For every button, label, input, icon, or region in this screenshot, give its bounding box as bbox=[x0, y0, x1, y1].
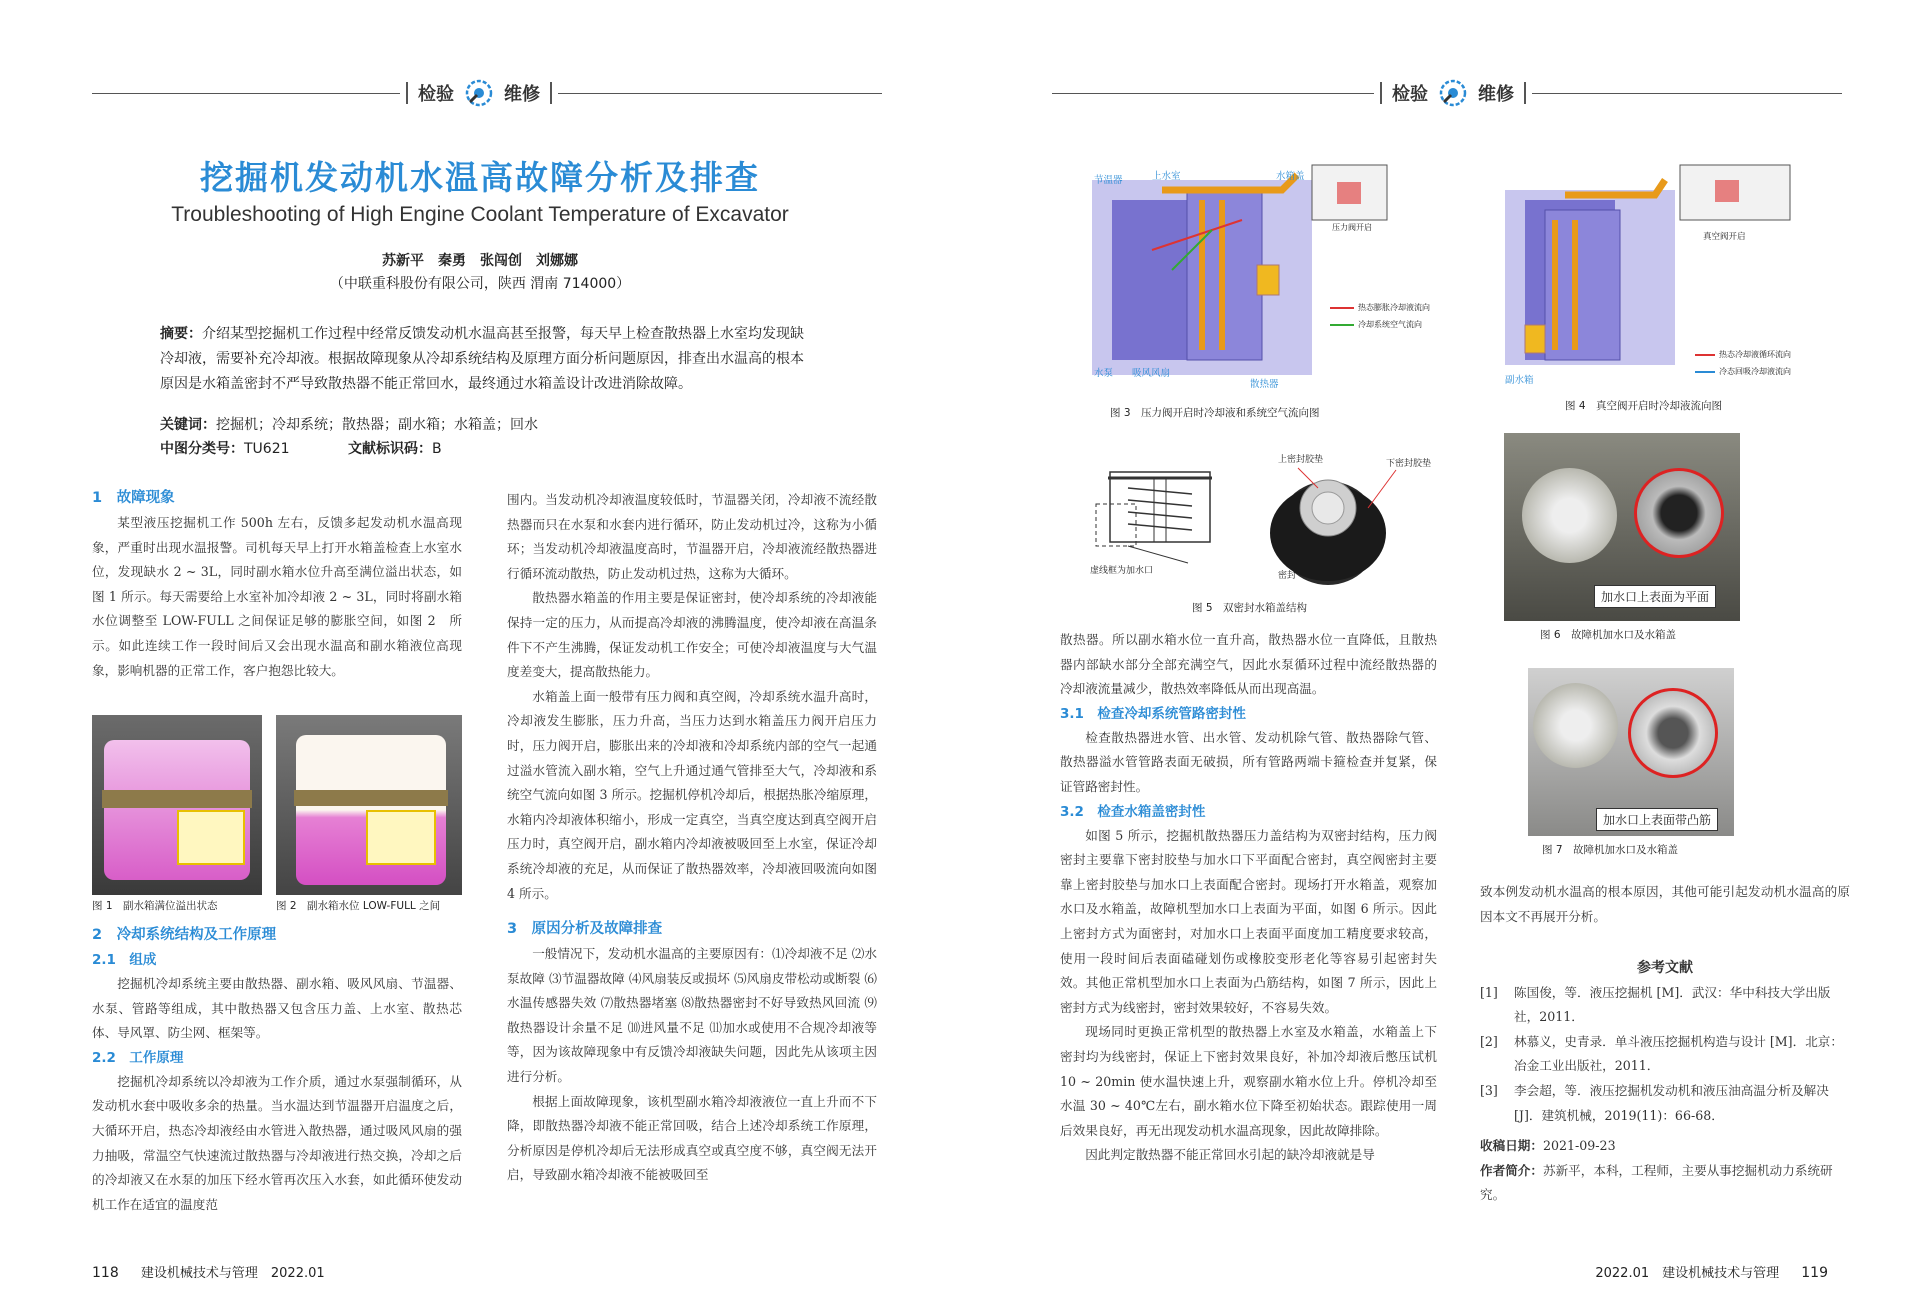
col2-paragraph-c: 水箱盖上面一般带有压力阀和真空阀，冷却系统水温升高时，冷却液发生膨胀，压力升高，当压力达到水箱盖压力阀开启压力时，压力阀开启，膨胀出来的冷却液和冷却系统内部的空气一起通过溢水管流入副水箱，空气上升通过通气管排至大气，冷却液和系统空气流向如图 3 所示。挖掘机停机冷却后，根据热胀冷缩原理，水箱内冷却液体积缩小，形成一定真空，当真空度达到真空阀开启压力时，真空阀开启，副水箱内冷却液被吸回至上水室，保证冷却系统冷却液的充足，从而保证了散热器效率，冷却液回吸流向如图 4 所示。 bbox=[507, 688, 877, 901]
abstract-text: 介绍某型挖掘机工作过程中经常反馈发动机水温高甚至报警，每天早上检查散热器上水室均发现缺冷却液，需要补充冷却液。根据故障现象从冷却系统结构及原理方面分析问题原因，排查出水温高的根本原因是水箱盖密封不严导致散热器不能正常回水，最终通过水箱盖设计改进消除故障。 bbox=[160, 326, 804, 392]
figure-2-photo bbox=[276, 715, 462, 895]
figure-6-caption: 图 6 故障机加水口及水箱盖 bbox=[1540, 629, 1677, 641]
fig3-label-fan: 吸风风扇 bbox=[1132, 368, 1171, 379]
left-footer bbox=[92, 1262, 325, 1281]
fig3-label-thermostat: 节温器 bbox=[1094, 175, 1123, 186]
col2-paragraph-b: 散热器水箱盖的作用主要是保证密封，使冷却系统的冷却液能保持一定的压力，从而提高冷却液的沸腾温度，使冷却液在高温条件下不产生沸腾，保证发动机工作安全；可使冷却液温度与大气温度差变大，提高散热能力。 bbox=[507, 590, 877, 680]
reference-item: [2] 林慕义，史青录．单斗液压挖掘机构造与设计 [M]．北京：冶金工业出版社，2011． bbox=[1480, 1033, 1843, 1074]
fig4-label-aux-tank: 副水箱 bbox=[1505, 375, 1534, 386]
col2-paragraph-e: 根据上面故障现象，该机型副水箱冷却液液位一直上升而不下降，即散热器冷却液不能正常回吸，结合上述冷却系统工作原理，分析原因是停机冷却后无法形成真空或真空度不够，真空阀无法开启，导致副水箱冷却液不能被吸回至 bbox=[507, 1093, 877, 1183]
header-left-label: 检验 bbox=[418, 84, 454, 105]
article-affiliation: （中联重科股份有限公司，陕西 渭南 714000） bbox=[329, 276, 631, 292]
right-column-2 bbox=[1480, 880, 1850, 929]
author-bio: 作者简介：苏新平，本科，工程师，主要从事挖掘机动力系统研究。 bbox=[1480, 1162, 1833, 1203]
figure-5-diagram bbox=[1088, 448, 1438, 588]
left-journal-name: 建设机械技术与管理 2022.01 bbox=[140, 1266, 325, 1281]
section-1-heading: 1 故障现象 bbox=[92, 490, 175, 506]
right-footer bbox=[1595, 1262, 1828, 1281]
header-left-label-right: 检验 bbox=[1392, 84, 1428, 105]
header-right-label: 维修 bbox=[504, 84, 540, 105]
figure-7-caption: 图 7 故障机加水口及水箱盖 bbox=[1542, 844, 1679, 856]
fig5-label-lower-gasket: 下密封胶垫 bbox=[1386, 459, 1432, 469]
fig3-label-pressure-valve: 压力阀开启 bbox=[1332, 223, 1372, 232]
left-column-2 bbox=[507, 488, 877, 1188]
right-page bbox=[960, 0, 1920, 1303]
section-2-2-text: 挖掘机冷却系统以冷却液为工作介质，通过水泵强制循环，从发动机水套中吸收多余的热量。当水温达到节温器开启温度之后，大循环开启，热态冷却液经由水管进入散热器，通过吸风风扇的强力抽吸，常温空气快速流过散热器与冷却液进行热交换，冷却之后的冷却液又在水泵的加压下经水管再次压入水套，如此循环使发动机工作在适宜的温度范 bbox=[92, 1073, 462, 1212]
keywords bbox=[160, 413, 810, 437]
wrench-gear-icon bbox=[464, 78, 494, 108]
keywords-text: 挖掘机；冷却系统；散热器；副水箱；水箱盖；回水 bbox=[216, 417, 538, 433]
figure-7-photo bbox=[1528, 668, 1734, 836]
fig6-photo-label: 加水口上表面为平面 bbox=[1594, 585, 1716, 608]
clc-value: TU621 bbox=[244, 441, 290, 457]
figure-4-caption: 图 4 真空阀开启时冷却液流向图 bbox=[1565, 400, 1723, 412]
fig3-label-upper-tank: 上水室 bbox=[1152, 171, 1181, 182]
received-date: 收稿日期：2021-09-23 bbox=[1480, 1138, 1616, 1154]
figure-5-caption: 图 5 双密封水箱盖结构 bbox=[1192, 602, 1308, 614]
fig5-label-filler: 虚线框为加水口 bbox=[1090, 566, 1154, 576]
figure-3-caption: 图 3 压力阀开启时冷却液和系统空气流向图 bbox=[1110, 407, 1320, 419]
article-authors: 苏新平 秦勇 张闯创 刘娜娜 bbox=[382, 253, 578, 269]
abstract bbox=[160, 322, 810, 397]
section-header bbox=[400, 78, 558, 108]
left-column-1-lower bbox=[92, 922, 462, 1217]
doc-label: 文献标识码： bbox=[347, 441, 432, 457]
figure-1-caption: 图 1 副水箱满位溢出状态 bbox=[92, 900, 218, 912]
fig4-legend-2: 冷态回吸冷却液流向 bbox=[1719, 367, 1791, 376]
section-2-1-text: 挖掘机冷却系统主要由散热器、副水箱、吸风风扇、节温器、水泵、管路等组成，其中散热器又包含压力盖、上水室、散热芯体、导风罩、防尘网、框架等。 bbox=[92, 976, 462, 1041]
right-column-1 bbox=[1060, 628, 1437, 1168]
fig3-legend-2: 冷却系统空气流向 bbox=[1358, 320, 1422, 329]
fig4-legend-1: 热态冷却液循环流向 bbox=[1719, 350, 1791, 359]
section-3-1-text: 检查散热器进水管、出水管、发动机除气管、散热器除气管、散热器溢水管管路表面无破损，所有管路两端卡箍检查并复紧，保证管路密封性。 bbox=[1060, 729, 1437, 794]
section-2-1-heading: 2.1 组成 bbox=[92, 952, 157, 968]
section-1-text: 某型液压挖掘机工作 500h 左右，反馈多起发动机水温高现象，严重时出现水温报警。司机每天早上打开水箱盖检查上水室水位，发现缺水 2 ~ 3L，同时副水箱水位升高至满位溢出状态，如图 1 所示。每天需要给上水室补加冷却液 2 ~ 3L，同时将副水箱水位调整至 LOW-FULL 之间保证足够的膨胀空间，如图 2 所示。如此连续工作一段时间后又会出现水温高和副水箱液位高现象，影响机器的正常工作，客户抱怨比较大。 bbox=[92, 515, 462, 678]
clc-label: 中图分类号： bbox=[160, 441, 244, 457]
right-col1-paragraph-a: 散热器。所以副水箱水位一直升高，散热器水位一直降低，且散热器内部缺水部分全部充满空气，因此水泵循环过程中流经散热器的冷却液流量减少，散热效率降低从而出现高温。 bbox=[1060, 632, 1437, 697]
classification bbox=[160, 437, 810, 461]
fig3-label-radiator: 散热器 bbox=[1250, 379, 1279, 390]
section-3-1-heading: 3.1 检查冷却系统管路密封性 bbox=[1060, 705, 1246, 722]
right-journal-name: 2022.01 建设机械技术与管理 bbox=[1595, 1266, 1780, 1281]
figure-6-photo bbox=[1504, 433, 1740, 621]
figure-3-diagram bbox=[1092, 160, 1492, 395]
section-3-2-text-c: 因此判定散热器不能正常回水引起的缺冷却液就是导 bbox=[1085, 1147, 1375, 1163]
right-col2-paragraph-a: 致本例发动机水温高的根本原因，其他可能引起发动机水温高的原因本文不再展开分析。 bbox=[1480, 884, 1850, 924]
col2-paragraph-d: 一般情况下，发动机水温高的主要原因有：⑴冷却液不足 ⑵水泵故障 ⑶节温器故障 ⑷风扇装反或损坏 ⑸风扇皮带松动或断裂 ⑹水温传感器失效 ⑺散热器堵塞 ⑻散热器密封不好导致热风回流 ⑼散热器设计余量不足 ⑽进风量不足 ⑾加水或使用不合规冷却液等等，因为该故障现象中有反馈冷却液缺失问题，因此先从该项主因进行分析。 bbox=[507, 946, 877, 1085]
figure-1-photo bbox=[92, 715, 262, 895]
left-page-number: 118 bbox=[92, 1265, 119, 1281]
fig5-label-upper-gasket: 上密封胶垫 bbox=[1278, 455, 1324, 465]
wrench-gear-icon bbox=[1438, 78, 1468, 108]
article-title: 挖掘机发动机水温高故障分析及排查 bbox=[200, 158, 760, 197]
fig3-label-cap: 水箱盖 bbox=[1276, 171, 1305, 182]
figure-4-diagram bbox=[1505, 160, 1805, 395]
header-right-label-right: 维修 bbox=[1478, 84, 1514, 105]
section-3-2-heading: 3.2 检查水箱盖密封性 bbox=[1060, 803, 1206, 820]
col2-paragraph-a: 围内。当发动机冷却液温度较低时，节温器关闭，冷却液不流经散热器而只在水泵和水套内进行循环，防止发动机过冷，这称为小循环；当发动机冷却液温度高时，节温器开启，冷却液流经散热器进行循环流动散热，防止发动机过热，这称为大循环。 bbox=[507, 492, 877, 581]
doc-value: B bbox=[431, 441, 442, 457]
fig4-label-vacuum-valve: 真空阀开启 bbox=[1703, 232, 1746, 242]
section-3-heading: 3 原因分析及故障排查 bbox=[507, 921, 663, 938]
reference-item: [3] 李会超，等．液压挖掘机发动机和液压油高温分析及解决 [J]．建筑机械，2019(11)：66-68． bbox=[1480, 1082, 1829, 1123]
section-3-2-text-b: 现场同时更换正常机型的散热器上水室及水箱盖，水箱盖上下密封均为线密封，保证上下密封效果良好，补加冷却液后憋压试机 10 ~ 20min 使水温快速上升，观察副水箱水位上升。停机冷却至水温 30 ~ 40℃左右，副水箱水位下降至初始状态。跟踪使用一周后效果良好，再无出现发动机水温高现象，因此故障排除。 bbox=[1060, 1024, 1437, 1138]
section-2-heading: 2 冷却系统结构及工作原理 bbox=[92, 927, 277, 943]
right-page-number: 119 bbox=[1801, 1265, 1828, 1281]
keywords-label: 关键词： bbox=[160, 417, 216, 433]
references bbox=[1480, 956, 1850, 1208]
section-3-2-text-a: 如图 5 所示，挖掘机散热器压力盖结构为双密封结构，压力阀密封主要靠下密封胶垫与加水口下平面配合密封，真空阀密封主要靠上密封胶垫与加水口上表面配合密封。现场打开水箱盖，观察加水口及水箱盖，故障机型加水口上表面为平面，如图 6 所示。因此上密封方式为面密封，对加水口上表面平面度加工精度要求较高，使用一段时间后表面磕碰划伤或橡胶变形老化等容易引起密封失效。其他正常机型加水口上表面为凸筋结构，如图 7 所示，因此上密封方式为线密封，密封效果较好，不容易失效。 bbox=[1060, 827, 1437, 1015]
fig7-photo-label: 加水口上表面带凸筋 bbox=[1596, 808, 1718, 831]
figure-2-caption: 图 2 副水箱水位 LOW-FULL 之间 bbox=[276, 900, 441, 912]
section-header-right bbox=[1374, 78, 1532, 108]
section-2-2-heading: 2.2 工作原理 bbox=[92, 1049, 184, 1066]
references-title: 参考文献 bbox=[1637, 960, 1693, 976]
left-column-1 bbox=[92, 485, 462, 683]
reference-item: [1] 陈国俊，等．液压挖掘机 [M]．武汉：华中科技大学出版社，2011． bbox=[1480, 984, 1831, 1025]
abstract-label: 摘要： bbox=[160, 326, 202, 342]
article-subtitle: Troubleshooting of High Engine Coolant Temperature of Excavator bbox=[171, 203, 789, 226]
fig5-label-seal: 密封 bbox=[1278, 571, 1297, 581]
fig3-legend-1: 热态膨胀冷却液流向 bbox=[1358, 303, 1430, 312]
fig3-label-pump: 水泵 bbox=[1094, 368, 1114, 379]
